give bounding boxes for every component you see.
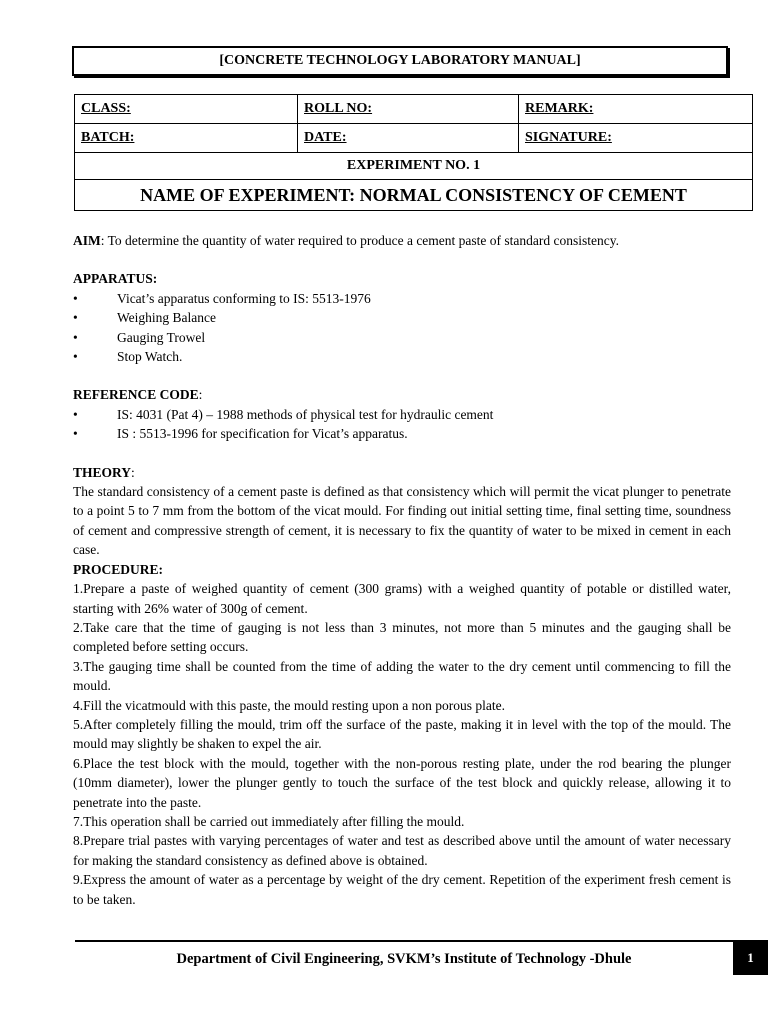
procedure-step: 9.Express the amount of water as a percentage by weight of the dry cement. Repetition of the experiment fresh cement is to be taken. <box>73 872 731 907</box>
signature-label: SIGNATURE: <box>519 124 753 153</box>
reference-code-heading-line: REFERENCE CODE: <box>73 387 203 403</box>
theory-text: The standard consistency of a cement paste is defined as that consistency which will permit the vicat plunger to penetrate to a point 5 to 7 mm from the bottom of the vicat mould. For finding out initial setting time, final setting time, soundness of cement and compressive strength of cement, it is necessary to fix the quantity of water to be mixed in cement in each case. <box>73 484 731 558</box>
procedure-step: 2.Take care that the time of gauging is not less than 3 minutes, not more than 5 minutes and the gauging shall be completed before setting occurs. <box>73 619 731 655</box>
list-item: • IS: 4031 (Pat 4) – 1988 methods of physical test for hydraulic cement <box>73 405 731 424</box>
apparatus-list <box>73 289 731 367</box>
table-row <box>75 180 753 211</box>
aim-label: AIM <box>73 233 101 248</box>
list-item: • Weighing Balance <box>73 308 731 327</box>
procedure-step: 8.Prepare trial pastes with varying percentages of water and test as described above until the amount of water necessary for making the standard consistency as defined above is obtained. <box>73 833 731 868</box>
manual-content <box>73 231 731 909</box>
table-row <box>75 124 753 153</box>
theory-heading-line: THEORY: <box>73 464 135 480</box>
experiment-number: EXPERIMENT NO. 1 <box>75 153 753 180</box>
footer-divider <box>75 940 733 942</box>
batch-label: BATCH: <box>75 124 298 153</box>
aim-text: : To determine the quantity of water required to produce a cement paste of standard consistency. <box>100 233 619 248</box>
date-label: DATE: <box>298 124 519 153</box>
list-item: • IS : 5513-1996 for specification for Vicat’s apparatus. <box>73 424 731 443</box>
procedure-step: 3.The gauging time shall be counted from the time of adding the water to the dry cement until commencing to fill the mould. <box>73 658 731 694</box>
page-number: 1 <box>733 940 768 975</box>
list-item: • Vicat’s apparatus conforming to IS: 5513-1976 <box>73 289 731 308</box>
roll-no-label: ROLL NO: <box>298 95 519 124</box>
procedure-step: 4.Fill the vicatmould with this paste, the mould resting upon a non porous plate. <box>73 697 505 713</box>
reference-code-list <box>73 405 731 444</box>
apparatus-heading: APPARATUS: <box>73 271 158 287</box>
procedure-step: 5.After completely filling the mould, trim off the surface of the paste, making it in level with the top of the mould. The mould may slightly be shaken to expel the air. <box>73 716 731 752</box>
manual-title: [CONCRETE TECHNOLOGY LABORATORY MANUAL] <box>72 46 728 76</box>
theory-heading: THEORY <box>73 464 132 480</box>
remark-label: REMARK: <box>519 95 753 124</box>
list-item: • Gauging Trowel <box>73 328 731 347</box>
class-label: CLASS: <box>75 95 298 124</box>
table-row <box>75 153 753 180</box>
procedure-step: 1.Prepare a paste of weighed quantity of cement (300 grams) with a weighed quantity of potable or distilled water, starting with 26% water of 300g of cement. <box>73 581 731 616</box>
aim-paragraph <box>73 231 731 250</box>
footer-department: Department of Civil Engineering, SVKM’s Institute of Technology -Dhule <box>176 951 632 967</box>
procedure-heading: PROCEDURE: <box>73 561 163 577</box>
table-row <box>75 95 753 124</box>
list-item: • Stop Watch. <box>73 347 731 366</box>
experiment-name: NAME OF EXPERIMENT: NORMAL CONSISTENCY OF CEMENT <box>75 180 753 211</box>
procedure-step: 6.Place the test block with the mould, together with the non-porous resting plate, under the rod bearing the plunger (10mm diameter), lower the plunger gently to touch the surface of the test block and quickly release, allowing it to penetrate into the paste. <box>73 755 731 810</box>
procedure-step: 7.This operation shall be carried out immediately after filling the mould. <box>73 813 465 829</box>
student-info-table <box>74 94 753 211</box>
reference-code-heading: REFERENCE CODE <box>73 387 199 403</box>
